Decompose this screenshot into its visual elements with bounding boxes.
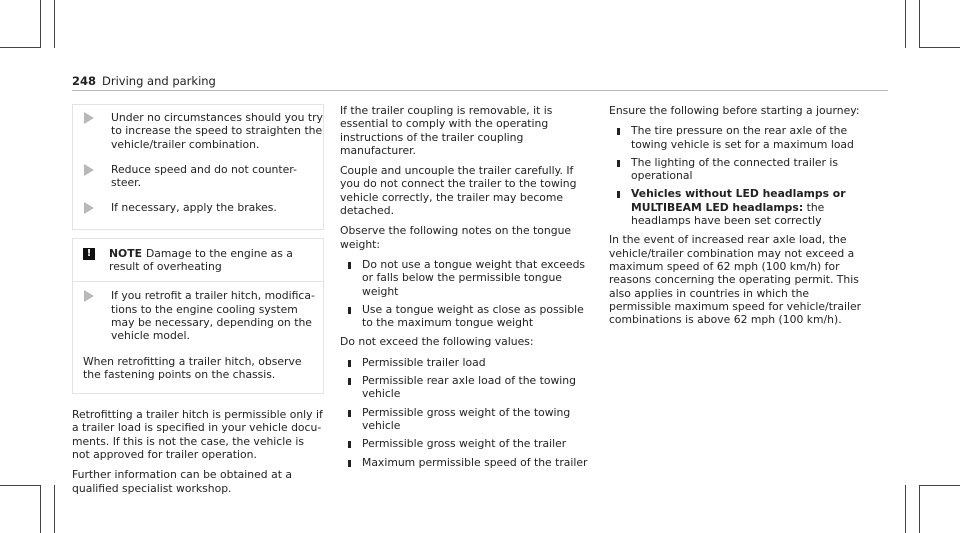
bullet-item: The lighting of the connected trailer is operational <box>615 156 869 183</box>
column-1 <box>72 104 324 502</box>
section-title: Driving and parking <box>102 74 216 88</box>
note-instructions <box>72 281 324 394</box>
crop-mark <box>0 47 40 48</box>
step-item: If necessary, apply the brakes. <box>73 201 323 214</box>
paragraph: Ensure the following before starting a journey: <box>609 104 860 117</box>
step-arrow-icon <box>84 202 94 214</box>
bullet-item: Vehicles without LED headlamps or MULTIBEAM LED headlamps: the headlamps have been set correctly <box>615 187 869 227</box>
crop-mark <box>919 485 920 533</box>
step-arrow-icon <box>84 164 94 176</box>
page-number: 248 <box>72 74 97 88</box>
step-arrow-icon <box>84 112 94 124</box>
step-item: If you retrofit a trailer hitch, modifications to the engine cooling system may be necessary, depending on the vehicle model. <box>73 289 323 342</box>
crop-mark <box>919 485 960 486</box>
crop-mark <box>54 0 55 48</box>
bullet-item: Permissible gross weight of the trailer <box>346 437 595 450</box>
column-2 <box>340 104 595 474</box>
paragraph: Observe the following notes on the tongue weight: <box>340 224 572 251</box>
bullet-bold-label: Vehicles without LED headlamps or MULTIBEAM LED headlamps: <box>631 187 846 214</box>
step-item: Under no circumstances should you try to increase the speed to straighten the vehicle/trailer combination. <box>73 111 323 151</box>
paragraph: Further information can be obtained at a qualified specialist workshop. <box>72 468 292 495</box>
paragraph: In the event of increased rear axle load, the vehicle/trailer combination may not exceed a maximum speed of 62 mph (100 km/h) for reasons concerning the operating permit. This also applies in countries in which the permissible maximum speed for vehicle/trailer combinations is above 62 mph (100 km/h). <box>609 233 862 327</box>
note-text: Damage to the engine as a result of overheating <box>109 246 293 274</box>
bullet-item: Do not use a tongue weight that exceeds or falls below the permissible tongue weight <box>346 258 595 298</box>
paragraph: Do not exceed the following values: <box>340 335 534 349</box>
note-paragraph: When retrofitting a trailer hitch, observe the fastening points on the chassis. <box>83 354 302 381</box>
bullet-item: Permissible trailer load <box>346 356 595 369</box>
warning-icon: ! <box>83 248 95 260</box>
column-3 <box>609 104 869 333</box>
bullet-item: Permissible gross weight of the towing vehicle <box>346 406 595 433</box>
note-label: NOTE <box>109 246 142 260</box>
paragraph: Retrofitting a trailer hitch is permissible only if a trailer load is specified in your vehicle documents. If this is not the case, the vehicle is not approved for trailer operation. <box>72 408 323 462</box>
crop-mark <box>0 485 40 486</box>
header-rule <box>72 90 888 91</box>
instruction-box <box>72 104 324 230</box>
crop-mark <box>919 47 960 48</box>
crop-mark <box>40 485 41 533</box>
bullet-item: Permissible rear axle load of the towing vehicle <box>346 374 595 401</box>
note-box <box>72 238 324 283</box>
crop-mark <box>905 485 906 533</box>
crop-mark <box>54 485 55 533</box>
paragraph: If the trailer coupling is removable, it is essential to comply with the operating instructions of the trailer coupling manufacturer. <box>340 104 553 157</box>
bullet-item: The tire pressure on the rear axle of the towing vehicle is set for a maximum load <box>615 124 869 151</box>
bullet-item: Use a tongue weight as close as possible to the maximum tongue weight <box>346 303 595 330</box>
step-item: Reduce speed and do not counter-steer. <box>73 163 323 190</box>
bullet-item: Maximum permissible speed of the trailer <box>346 456 595 469</box>
crop-mark <box>40 0 41 48</box>
crop-mark <box>919 0 920 48</box>
step-arrow-icon <box>84 290 94 302</box>
page-header <box>72 74 216 88</box>
paragraph: Couple and uncouple the trailer carefully. If you do not connect the trailer to the towing vehicle correctly, the trailer may become detached. <box>340 164 577 218</box>
crop-mark <box>905 0 906 48</box>
